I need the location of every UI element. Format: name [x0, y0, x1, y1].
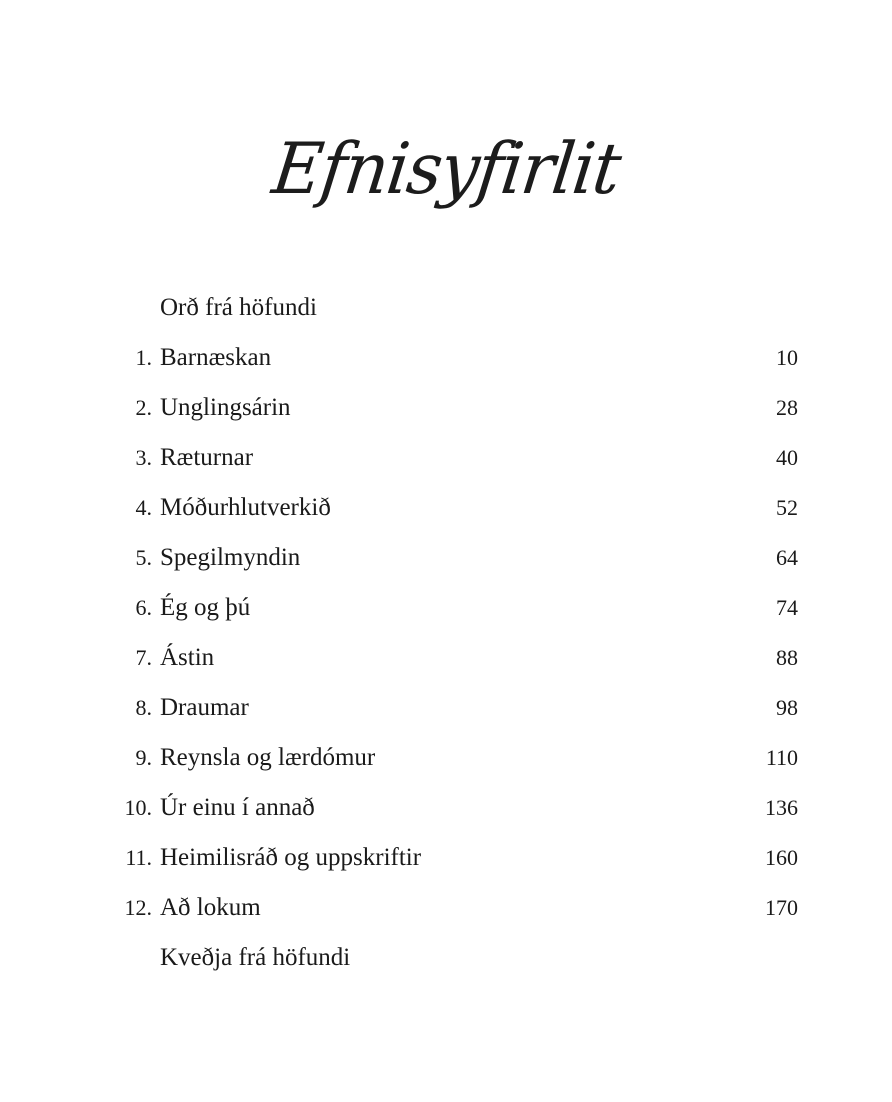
toc-entry-title: Heimilisráð og uppskriftir: [160, 844, 422, 871]
toc-entry-title: Barnæskan: [160, 344, 272, 371]
toc-entry-title: Spegilmyndin: [160, 544, 301, 571]
toc-entry-page-number: 170: [765, 895, 798, 920]
table-of-contents-list: [110, 283, 798, 983]
toc-entry-page-number: 74: [776, 595, 798, 620]
toc-entry-page-number: 64: [776, 545, 798, 570]
toc-entry-number: 5.: [135, 545, 152, 570]
toc-entry-number: 8.: [135, 695, 152, 720]
toc-entry-title: Draumar: [160, 694, 249, 721]
toc-entry-number: 10.: [124, 795, 152, 820]
toc-entry[interactable]: [110, 383, 798, 433]
toc-entry-page-number: 52: [776, 495, 798, 520]
toc-entry-page-number: 160: [765, 845, 798, 870]
toc-entry-title: Unglingsárin: [160, 394, 291, 421]
toc-entry-number: 3.: [135, 445, 152, 470]
toc-entry-title: Kveðja frá höfundi: [160, 944, 351, 971]
toc-entry-number: 7.: [135, 645, 152, 670]
toc-entry-title: Ræturnar: [160, 444, 254, 471]
toc-entry[interactable]: [110, 333, 798, 383]
toc-entry[interactable]: [110, 633, 798, 683]
toc-entry-title: Ég og þú: [160, 594, 251, 621]
toc-entry-page-number: 40: [776, 445, 798, 470]
toc-entry-number: 4.: [135, 495, 152, 520]
toc-entry[interactable]: [110, 533, 798, 583]
toc-entry-page-number: 110: [765, 745, 798, 770]
toc-entry[interactable]: [110, 783, 798, 833]
toc-entry[interactable]: [110, 433, 798, 483]
toc-entry[interactable]: [110, 583, 798, 633]
toc-entry-title: Ástin: [160, 644, 215, 671]
toc-entry-number: 9.: [135, 745, 152, 770]
page-title: Efnisyfirlit: [268, 128, 625, 211]
toc-entry-number: 1.: [135, 345, 152, 370]
toc-entry-page-number: 10: [776, 345, 798, 370]
toc-entry-page-number: 136: [765, 795, 798, 820]
toc-entry[interactable]: [110, 483, 798, 533]
toc-entry[interactable]: [110, 883, 798, 933]
toc-entry[interactable]: [110, 833, 798, 883]
toc-entry-number: 6.: [135, 595, 152, 620]
toc-entry-page-number: 88: [776, 645, 798, 670]
toc-entry-title: Úr einu í annað: [160, 794, 315, 821]
toc-entry-number: 12.: [124, 895, 152, 920]
toc-entry-page-number: 28: [776, 395, 798, 420]
toc-entry-title: Móðurhlutverkið: [160, 494, 331, 521]
toc-entry[interactable]: [110, 733, 798, 783]
toc-entry-page-number: 98: [776, 695, 798, 720]
toc-entry[interactable]: [110, 283, 798, 333]
toc-entry[interactable]: [110, 683, 798, 733]
toc-entry-title: Reynsla og lærdómur: [160, 744, 376, 771]
toc-entry-title: Að lokum: [160, 894, 261, 921]
toc-entry-title: Orð frá höfundi: [160, 294, 317, 321]
toc-entry[interactable]: [110, 933, 798, 983]
toc-entry-number: 2.: [135, 395, 152, 420]
toc-entry-number: 11.: [125, 845, 152, 870]
